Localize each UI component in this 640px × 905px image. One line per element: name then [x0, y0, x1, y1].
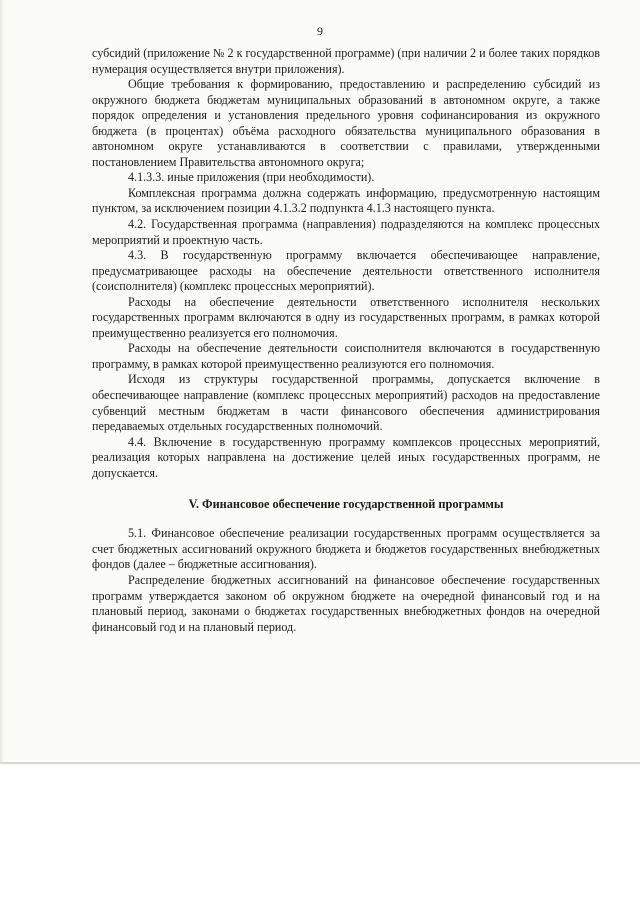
- paragraph: Исходя из структуры государственной программы, допускается включение в обеспечивающее направление (комплекс процессных мероприятий) расходов на предоставление субвенций местным бюджетам в части финансового обеспечения администрирования передаваемых отдельных государственных полномочий.: [92, 372, 600, 434]
- paragraph: Расходы на обеспечение деятельности ответственного исполнителя нескольких государственных программ включаются в одну из государственных программ, в рамках которой преимущественно реализуется его полномочия.: [92, 294, 600, 340]
- paragraph: 5.1. Финансовое обеспечение реализации государственных программ осуществляется за счет бюджетных ассигнований окружного бюджета и бюджетов государственных внебюджетных фондов (далее – бюджетные ассигнования).: [92, 526, 600, 572]
- paragraph: Распределение бюджетных ассигнований на финансовое обеспечение государственных программ утверждается законом об окружном бюджете на очередной финансовый год и на плановый период, законами о бюджетах государственных внебюджетных фондов на очередной финансовый год и на плановый период.: [92, 572, 600, 634]
- paragraph: субсидий (приложение № 2 к государственной программе) (при наличии 2 и более таких порядков нумерация осуществляется внутри приложения).: [92, 46, 600, 76]
- paragraph: Комплексная программа должна содержать информацию, предусмотренную настоящим пунктом, за исключением позиции 4.1.3.2 подпункта 4.1.3 настоящего пункта.: [92, 185, 600, 216]
- document-body: [92, 46, 600, 635]
- section-heading: V. Финансовое обеспечение государственной программы: [188, 497, 504, 512]
- page-number: 9: [317, 24, 323, 38]
- sheet-edge-shadow: [0, 0, 4, 762]
- paragraph: 4.2. Государственная программа (направления) подразделяются на комплекс процессных мероприятий и проектную часть.: [92, 217, 600, 247]
- paragraph: 4.4. Включение в государственную программу комплексов процессных мероприятий, реализация которых направлена на достижение целей иных государственных программ, не допускается.: [92, 434, 600, 480]
- paragraph: Общие требования к формированию, предоставлению и распределению субсидий из окружного бюджета бюджетам муниципальных образований в автономном округе, а также порядок определения и установления предельного уровня софинансирования из окружного бюджета (в процентах) объёма расходного обязательства муниципального образования в автономном округе устанавливаются в соответствии с правилами, утвержденными постановлением Правительства автономного округа;: [92, 77, 600, 169]
- paragraph: 4.1.3.3. иные приложения (при необходимости).: [128, 170, 375, 185]
- paragraph: 4.3. В государственную программу включается обеспечивающее направление, предусматривающее расходы на обеспечение деятельности ответственного исполнителя (соисполнителя) (комплекс процессных мероприятий).: [92, 248, 600, 294]
- paragraph: Расходы на обеспечение деятельности соисполнителя включаются в государственную программу, в рамках которой преимущественно реализуются его полномочия.: [92, 341, 600, 371]
